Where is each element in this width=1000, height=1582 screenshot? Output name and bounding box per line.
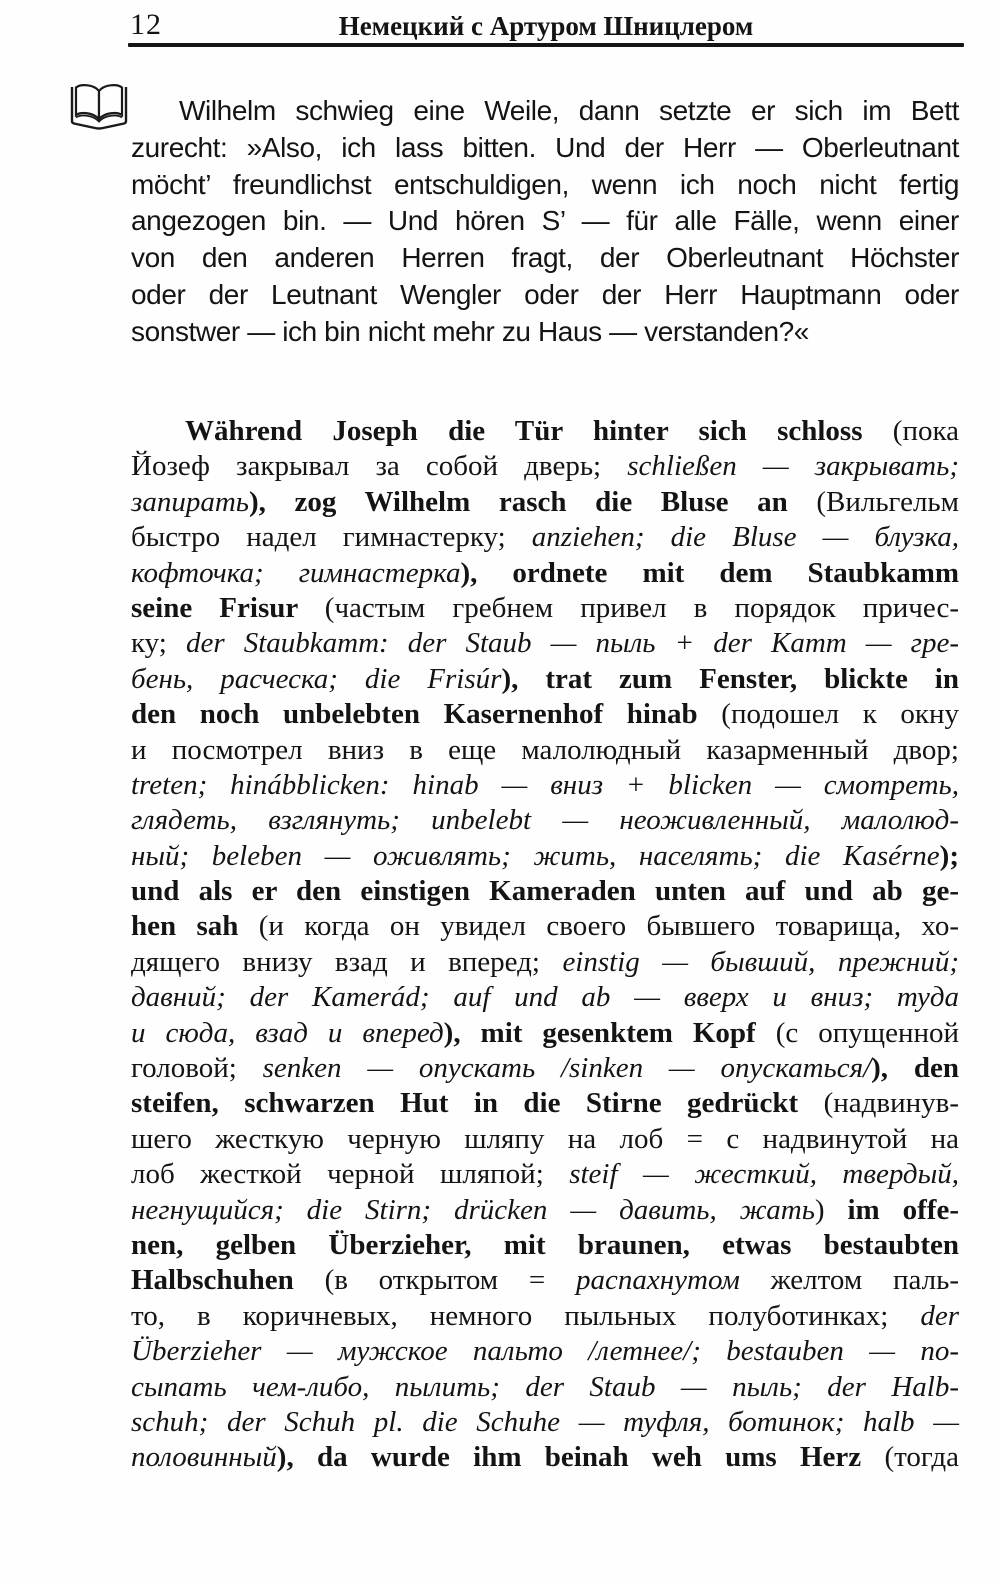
text-run: angezogen bin. — Und hören S’ — für alle Fälle, wenn einer — [131, 205, 959, 237]
text-line — [131, 803, 959, 838]
text-run: давний; der Kamerád; auf und ab — вверх и вниз; туда — [131, 981, 959, 1014]
text-line — [131, 1334, 959, 1369]
text-line — [131, 1440, 959, 1475]
text-line — [131, 449, 959, 484]
text-line — [131, 203, 959, 240]
text-line — [131, 414, 959, 449]
text-line — [131, 1299, 959, 1334]
text-line — [131, 591, 959, 626]
text-run: запирать — [131, 485, 249, 518]
text-run: der — [920, 1299, 959, 1332]
text-run: steif — жесткий, твердый, — [569, 1158, 959, 1191]
text-line — [131, 1051, 959, 1086]
text-run: steifen, schwarzen Hut in die Stirne gedrückt — [131, 1087, 824, 1120]
text-run: den noch unbelebten Kasernenhof hinab — [131, 698, 722, 731]
text-line — [131, 980, 959, 1015]
text-line — [131, 277, 959, 314]
text-run: möcht’ freundlichst entschuldigen, wenn ich noch nicht fertig — [131, 168, 959, 200]
text-run: senken — опускать /sinken — опускаться/ — [262, 1052, 872, 1085]
text-run: лоб жесткой черной шляпой; — [131, 1158, 570, 1191]
text-run: негнущийся; die Stirn; drücken — давить, жать — [131, 1193, 815, 1226]
text-run: Überzieher — мужское пальто /летнее/; bestauben — по- — [131, 1335, 959, 1368]
text-run: распахнутом — [576, 1264, 740, 1297]
text-run: und als er den einstigen Kameraden unten auf und ab ge- — [131, 875, 959, 908]
text-line — [131, 1228, 959, 1263]
text-run: seine Frisur — [131, 591, 325, 624]
text-line — [131, 662, 959, 697]
text-run: (тогда — [884, 1441, 959, 1474]
text-run: ), mit gesenktem Kopf — [443, 1016, 776, 1049]
text-line — [131, 909, 959, 944]
text-line — [131, 945, 959, 980]
annotated-paragraph — [131, 414, 959, 1476]
text-run: сыпать чем-либо, пылить; der Staub — пыль; der Halb- — [131, 1370, 959, 1403]
text-run: Йозеф закрывал за собой дверь; — [131, 450, 628, 483]
text-run: кофточка; гимнастерка — [131, 556, 461, 589]
text-line — [131, 768, 959, 803]
text-line — [131, 1086, 959, 1121]
text-run: von den anderen Herren fragt, der Oberleutnant Höchster — [131, 242, 959, 274]
text-line — [131, 1157, 959, 1192]
text-run: oder der Leutnant Wengler oder der Herr Hauptmann oder — [131, 278, 959, 310]
text-run: einstig — бывший, прежний; — [562, 945, 959, 978]
text-run: и сюда, взад и вперед — [131, 1016, 444, 1049]
text-run: (с опущенной — [775, 1016, 959, 1049]
text-line — [131, 520, 959, 555]
text-line — [131, 697, 959, 732]
text-line — [131, 626, 959, 661]
text-run: ), ordnete mit dem Staubkamm — [460, 556, 960, 589]
text-run: hen sah — [131, 910, 259, 943]
text-run: желтом паль- — [739, 1264, 959, 1297]
text-run: головой; — [131, 1052, 263, 1085]
text-run: im offe- — [847, 1193, 959, 1226]
page-header — [130, 8, 962, 42]
page-number: 12 — [130, 8, 162, 41]
text-line — [131, 1122, 959, 1157]
text-run: anziehen; die Bluse — блузка, — [531, 521, 959, 554]
text-run: быстро надел гимнастерку; — [131, 521, 532, 554]
text-run: nen, gelben Überzieher, mit braunen, etwas bestaubten — [131, 1228, 959, 1261]
text-run: (подошел к окну — [721, 698, 960, 731]
text-run: schließen — закрывать; — [627, 450, 959, 483]
text-line — [131, 130, 959, 167]
text-run: (Вильгельм — [816, 485, 959, 518]
text-run: ), da wurde ihm beinah weh ums Herz — [276, 1441, 885, 1474]
text-line — [131, 1405, 959, 1440]
text-run: ), zog Wilhelm rasch die Bluse an — [248, 485, 817, 518]
text-line — [131, 167, 959, 204]
text-run: sonstwer — ich bin nicht mehr zu Haus — verstanden?« — [131, 315, 809, 347]
text-run: treten; hinábblicken: hinab — вниз + blicken — смотреть, — [131, 768, 959, 801]
text-run: шего жесткую черную шляпу на лоб = с надвинутой на — [131, 1122, 959, 1155]
german-paragraph — [131, 93, 959, 351]
text-line — [131, 733, 959, 768]
text-line — [131, 556, 959, 591]
text-line — [131, 874, 959, 909]
text-run: ный; beleben — оживлять; жить, населять; die Kasérne — [131, 839, 940, 872]
open-book-icon — [69, 79, 129, 131]
text-line — [131, 839, 959, 874]
text-run: то, в коричневых, немного пыльных полуботинках; — [131, 1299, 921, 1332]
text-run: Während Joseph die Tür hinter sich schloss — [185, 415, 893, 447]
text-run: (в открытом = — [324, 1264, 577, 1297]
text-run: и посмотрел вниз в еще малолюдный казарменный двор; — [131, 733, 959, 766]
text-run: (и когда он увидел своего бывшего товарища, хо- — [258, 910, 959, 943]
text-run: der Staubkamm: der Staub — пыль + der Kamm — гре- — [185, 627, 960, 660]
text-run: ), trat zum Fenster, blickte in — [501, 662, 959, 695]
text-run: ), den — [871, 1052, 959, 1085]
text-line — [131, 1016, 959, 1051]
text-run: дящего внизу взад и вперед; — [131, 945, 563, 978]
text-line — [131, 240, 959, 277]
text-run: schuh; der Schuh pl. die Schuhe — туфля, ботинок; halb — — [131, 1405, 959, 1438]
header-rule — [128, 43, 964, 47]
text-line — [131, 485, 959, 520]
text-run: (частым гребнем привел в порядок причес- — [324, 591, 959, 624]
text-run: zurecht: »Also, ich lass bitten. Und der Herr — Oberleutnant — [131, 131, 959, 163]
text-line — [131, 1193, 959, 1228]
running-title: Немецкий с Артуром Шницлером — [338, 11, 754, 41]
text-line — [131, 1370, 959, 1405]
text-run: ) — [814, 1193, 848, 1226]
text-line — [131, 93, 959, 130]
text-run: глядеть, взглянуть; unbelebt — неоживленный, малолюд- — [131, 804, 959, 837]
text-run: ку; — [131, 627, 186, 660]
text-run: половинный — [131, 1441, 277, 1474]
text-run: Wilhelm schwieg eine Weile, dann setzte er sich im Bett — [179, 95, 959, 126]
text-run: (пока — [892, 415, 959, 447]
text-run: Halbschuhen — [131, 1264, 325, 1297]
text-run: (надвинув- — [823, 1087, 959, 1120]
text-line — [131, 1263, 959, 1298]
text-run: бень, расческа; die Frisúr — [131, 662, 502, 695]
text-line — [131, 314, 959, 351]
text-run: ); — [939, 839, 959, 872]
